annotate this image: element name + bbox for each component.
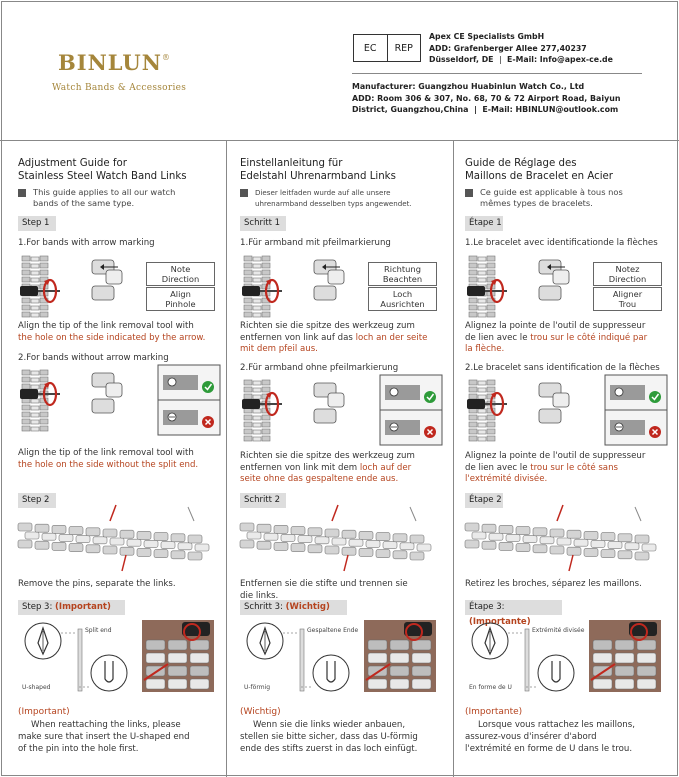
reattach-instruction: When reattaching the links, please — [31, 720, 181, 730]
band-links-icon — [306, 258, 352, 308]
important-flag: (Wichtig) — [285, 602, 330, 612]
instruction-emphasis: seite ohne das gespaltene ende aus. — [240, 474, 399, 484]
label-line: Richtung — [384, 264, 421, 274]
brand-logo — [58, 50, 171, 75]
split-end-label: Extrémité divisée — [532, 627, 585, 634]
scope-note: Ce guide est applicable à tous nos — [480, 187, 623, 197]
instruction-text: Align the tip of the link removal tool with — [18, 321, 194, 331]
instruction-text: Alignez la pointe de l'outil de suppresseur — [465, 451, 646, 461]
rep-line: Apex CE Specialists GmbH — [429, 32, 545, 41]
guide-title: Adjustment Guide for — [18, 158, 127, 169]
instruction-emphasis: the hole on the side without the split end. — [18, 459, 199, 470]
mfr-line: ADD: Room 306 & 307, No. 68, 70 & 72 Airport Road, Baiyun — [352, 93, 621, 103]
reattach-instruction: of the pin into the hole first. — [18, 744, 139, 754]
reattach-instruction: stellen sie bitte sicher, dass das U-förmig — [240, 732, 418, 742]
instruction-emphasis: loch auf der — [359, 462, 412, 473]
instruction-line — [18, 321, 194, 333]
instruction-line — [240, 344, 318, 356]
step-2-label: Étape 2 — [465, 493, 503, 508]
subheading-arrow-marking: 1.For bands with arrow marking — [18, 238, 155, 248]
instruction-line — [18, 460, 198, 472]
step-3-text: Schritt 3: — [244, 602, 283, 612]
note-direction-label — [593, 262, 662, 286]
instruction-line — [240, 463, 411, 475]
instruction-emphasis: l'extrémité divisée. — [465, 474, 548, 484]
label-line: Aligner — [612, 289, 643, 299]
label-line: Note — [170, 264, 191, 274]
split-end-label: Split end — [85, 627, 112, 634]
ec-rep-box — [353, 34, 421, 62]
instruction-line — [465, 321, 645, 333]
guide-title: Maillons de Bracelet en Acier — [465, 171, 613, 182]
scope-note: This guide applies to all our watch — [33, 187, 176, 197]
label-line: Trou — [618, 299, 637, 309]
instruction-line — [240, 474, 398, 486]
link-removal-tool-icon — [20, 279, 66, 303]
mfr-line: E-Mail: HBINLUN@outlook.com — [482, 105, 619, 114]
instruction-line — [18, 333, 205, 345]
section-divider — [0, 140, 679, 141]
instruction-emphasis: the hole on the side indicated by the arrow. — [18, 332, 206, 343]
instruction-line — [465, 451, 645, 463]
instruction-line — [465, 463, 618, 475]
rep-line: ADD: Grafenberger Allee 277,40237 — [429, 43, 587, 53]
label-line: Ausrichten — [380, 299, 425, 309]
instruction-text: entfernen von link mit dem — [240, 462, 360, 473]
column-divider — [226, 140, 227, 777]
ec-rep-address — [429, 31, 613, 66]
brand-tagline: Watch Bands & Accessories — [52, 83, 187, 93]
important-flag: (Important) — [55, 602, 111, 612]
align-pinhole-label — [593, 287, 662, 311]
mfr-line: Manufacturer: Guangzhou Huabinlun Watch Co., Ltd — [352, 82, 585, 91]
step-1-label: Schritt 1 — [240, 216, 286, 231]
reattach-instruction: Wenn sie die links wieder anbauen, — [253, 720, 406, 730]
label-line: Pinhole — [165, 299, 196, 309]
reattach-photo — [364, 620, 436, 692]
subheading-arrow-marking: 1.Le bracelet avec identificationde la flèches — [465, 238, 658, 248]
reattach-instruction: l'extrémité en forme de U dans le trou. — [465, 744, 633, 754]
link-removal-tool-icon — [20, 382, 66, 406]
instruction-line — [465, 344, 504, 356]
instruction-text: Alignez la pointe de l'outil de suppresseur — [465, 321, 646, 331]
step-1-label: Step 1 — [18, 216, 56, 231]
column-divider — [453, 140, 454, 777]
label-line: Beachten — [382, 274, 423, 284]
instruction-text: Richten sie die spitze des werkzeug zum — [240, 321, 415, 331]
mfr-line: District, Guangzhou,China — [352, 105, 469, 114]
guide-title: Guide de Réglage des — [465, 158, 577, 169]
correct-incorrect-panel — [605, 375, 667, 445]
note-direction-label — [146, 262, 215, 286]
rep-line: Düsseldorf, DE — [429, 55, 494, 64]
step-3-label — [465, 600, 562, 627]
bullet-square-icon — [18, 189, 26, 197]
header-divider — [352, 73, 642, 74]
instruction-emphasis: mit dem pfeil aus. — [240, 344, 318, 354]
instruction-line — [240, 451, 415, 463]
step-3-label — [240, 600, 347, 615]
instruction-text: Richten sie die spitze des werkzeug zum — [240, 451, 415, 461]
subheading-no-arrow: 2.For bands without arrow marking — [18, 353, 169, 363]
label-line: Notez — [615, 264, 640, 274]
separated-band-illustration — [465, 505, 665, 575]
label-line: Direction — [608, 274, 647, 284]
label-line: Align — [170, 289, 191, 299]
separated-band-illustration — [240, 505, 440, 575]
instruction-line — [465, 333, 647, 345]
important-note-label: (Important) — [18, 707, 70, 717]
step-2-instruction: Retirez les broches, séparez les maillons. — [465, 579, 642, 589]
instruction-emphasis: trou sur le côté sans — [530, 462, 619, 473]
link-removal-tool-icon — [242, 279, 288, 303]
scope-note: bands of the same type. — [33, 198, 135, 208]
label-line: Direction — [161, 274, 200, 284]
reattach-instruction: ende des stifts zuerst in das loch einfügt. — [240, 744, 418, 754]
step-3-text: Step 3: — [22, 602, 53, 612]
reattach-instruction: assurez-vous d'insérer d'abord — [465, 732, 597, 742]
instruction-text: de lien avec le — [465, 332, 531, 343]
instruction-emphasis: trou sur le côté indiqué par — [530, 332, 648, 343]
guide-title: Stainless Steel Watch Band Links — [18, 171, 187, 182]
band-links-icon — [531, 258, 577, 308]
band-links-icon — [306, 381, 352, 431]
bullet-square-icon — [465, 189, 473, 197]
align-pinhole-label — [368, 287, 437, 311]
step-2-instruction: die links. — [240, 590, 279, 601]
brand-name: BINLUN — [58, 50, 162, 75]
scope-note: mêmes types de bracelets. — [480, 198, 593, 208]
instruction-line — [240, 333, 427, 345]
instruction-text: de lien avec le — [465, 462, 531, 473]
note-direction-label — [368, 262, 437, 286]
guide-title: Einstellanleitung für — [240, 158, 343, 169]
step-3-label — [18, 600, 125, 615]
bullet-square-icon — [240, 189, 248, 197]
important-flag: (Importante) — [469, 617, 531, 627]
step-1-label: Étape 1 — [465, 216, 503, 231]
u-shaped-label: U-shaped — [22, 684, 51, 691]
instruction-line — [240, 321, 415, 333]
reattach-instruction: Lorsque vous rattachez les maillons, — [478, 720, 635, 730]
step-2-instruction: Entfernen sie die stifte und trennen sie — [240, 579, 408, 589]
step-3-text: Étape 3: — [469, 602, 505, 612]
instruction-line — [18, 448, 194, 460]
instruction-emphasis: la flèche. — [465, 344, 505, 354]
rep-label: REP — [387, 35, 421, 61]
guide-title: Edelstahl Uhrenarmband Links — [240, 171, 396, 182]
important-note-label: (Importante) — [465, 707, 523, 717]
u-shaped-label: En forme de U — [469, 684, 512, 691]
correct-incorrect-panel — [380, 375, 442, 445]
link-removal-tool-icon — [467, 392, 513, 416]
align-pinhole-label — [146, 287, 215, 311]
step-2-instruction: Remove the pins, separate the links. — [18, 579, 176, 589]
pin-diagram — [23, 623, 133, 693]
instruction-text: entfernen von link auf das — [240, 332, 356, 343]
ec-label: EC — [363, 42, 377, 54]
rep-line-row: Düsseldorf, DE | E-Mail: Info@apex-ce.de — [429, 55, 613, 64]
step-2-label: Step 2 — [18, 493, 56, 508]
link-removal-tool-icon — [467, 279, 513, 303]
reattach-instruction: make sure that insert the U-shaped end — [18, 732, 190, 742]
mfr-line-row: District, Guangzhou,China | E-Mail: HBINLUN@outlook.com — [352, 105, 619, 114]
instruction-line — [465, 474, 547, 486]
subheading-arrow-marking: 1.Für armband mit pfeilmarkierung — [240, 238, 391, 248]
label-line: Loch — [392, 289, 413, 299]
correct-incorrect-panel — [158, 365, 220, 435]
scope-note: Dieser leitfaden wurde auf alle unsere — [255, 188, 391, 197]
band-links-icon — [84, 371, 130, 421]
step-2-label: Schritt 2 — [240, 493, 286, 508]
subheading-no-arrow: 2.Für armband ohne pfeilmarkierung — [240, 363, 399, 373]
band-links-icon — [531, 381, 577, 431]
u-shaped-label: U-förmig — [244, 684, 271, 691]
instruction-text: Align the tip of the link removal tool with — [18, 448, 194, 458]
subheading-no-arrow: 2.Le bracelet sans identification de la flèches — [465, 363, 660, 373]
brand-reg-mark: ® — [161, 53, 171, 62]
reattach-photo — [589, 620, 661, 692]
important-note-label: (Wichtig) — [240, 707, 281, 717]
separated-band-illustration — [18, 505, 218, 575]
split-end-label: Gespaltene Ende — [307, 627, 359, 634]
reattach-photo — [142, 620, 214, 692]
rep-line: E-Mail: Info@apex-ce.de — [507, 55, 613, 64]
instruction-emphasis: loch an der seite — [355, 332, 428, 343]
scope-note: uhrenarmband desselben typs angewendet. — [255, 199, 412, 208]
manufacturer-info — [352, 81, 620, 116]
link-removal-tool-icon — [242, 392, 288, 416]
band-links-icon — [84, 258, 130, 308]
